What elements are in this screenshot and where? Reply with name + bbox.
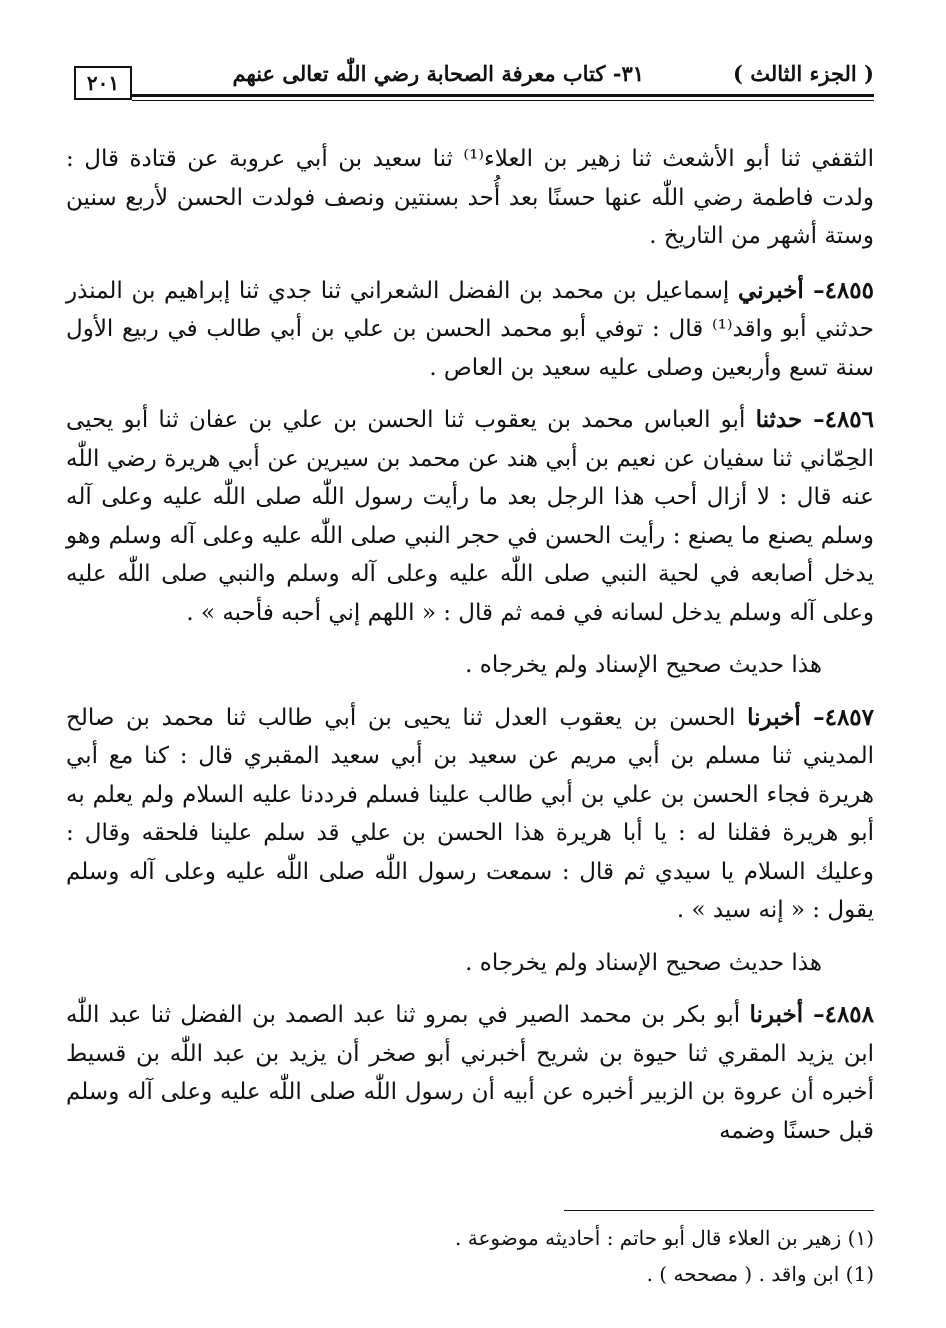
authenticity-note — [66, 944, 874, 983]
transmission-word: أخبرنا — [747, 703, 801, 731]
hadith-4855 — [66, 272, 874, 388]
main-text — [66, 140, 874, 1164]
number-dash: – — [803, 1001, 825, 1028]
hadith-number: ٤٨٥٦ — [824, 406, 875, 433]
paragraph-continuation — [66, 140, 874, 256]
chapter-title: ٣١- كتاب معرفة الصحابة رضي اللّٰه تعالى عنهم — [232, 61, 644, 86]
authenticity-note — [66, 646, 874, 685]
footnotes — [66, 1220, 874, 1292]
paragraph-text: إسماعيل بن محمد بن الفضل الشعراني ثنا جدي ثنا إبراهيم بن المنذر حدثني أبو واقد⁽¹⁾ قال : توفي أبو محمد الحسن بن علي بن أبي طالب في ربيع الأول سنة تسع وأربعين وصلى عليه سعيد بن العاص . — [66, 277, 874, 381]
transmission-word: أخبرني — [737, 276, 804, 304]
paragraph-text: أبو بكر بن محمد الصير في بمرو ثنا عبد الصمد بن الفضل ثنا عبد اللّٰه ابن يزيد المقري ثنا حيوة بن شريح أخبرني أبو صخر أن يزيد بن عبد اللّٰه بن قسيط أخبره أن عروة بن الزبير أخبره عن أبيه أن رسول اللّٰه صلى اللّٰه عليه وعلى آله وسلم قبل حسنًا وضمه — [66, 1002, 874, 1144]
hadith-number: ٤٨٥٧ — [824, 703, 875, 731]
hadith-4856 — [66, 401, 874, 632]
paragraph-text: الحسن بن يعقوب العدل ثنا يحيى بن أبي طالب ثنا محمد بن صالح المديني ثنا مسلم بن أبي مريم عن سعيد بن أبي سعيد المقبري قال : كنا مع أبي هريرة فجاء الحسن بن علي بن أبي طالب علينا فسلم فرددنا عليه السلام ولم يعلم به أبو هريرة فقلنا له : يا أبا هريرة هذا الحسن بن علي قد سلم علينا فلحقه وقال : وعليك السلام يا سيدي ثم قال : سمعت رسول اللّٰه صلى اللّٰه عليه وعلى آله وسلم يقول : « إنه سيد » . — [66, 704, 874, 923]
paragraph-text: هذا حديث صحيح الإسناد ولم يخرجاه . — [465, 652, 822, 678]
number-dash: – — [800, 703, 825, 731]
paragraph-text: الثقفي ثنا أبو الأشعث ثنا زهير بن العلاء⁽¹⁾ ثنا سعيد بن أبي عروبة عن قتادة قال : ولدت فاطمة رضي اللّٰه عنها حسنًا بعد أُحد بسنتين ونصف فولدت الحسن لأربع سنين وستة أشهر من التاريخ . — [66, 146, 875, 249]
number-dash: – — [802, 406, 825, 433]
hadith-number: ٤٨٥٨ — [824, 1001, 875, 1028]
footnote: (1) ابن واقد . ( مصححه ) . — [646, 1262, 874, 1286]
volume-label: ( الجزء الثالث ) — [732, 61, 874, 86]
transmission-word: أخبرنا — [749, 1001, 804, 1028]
paragraph-text: هذا حديث صحيح الإسناد ولم يخرجاه . — [465, 949, 822, 976]
hadith-4857 — [66, 699, 874, 930]
hadith-4858 — [66, 996, 874, 1150]
running-header — [66, 56, 874, 118]
header-rule-thick — [132, 94, 874, 97]
paragraph-text: أبو العباس محمد بن يعقوب ثنا الحسن بن علي بن عفان ثنا أبو يحيى الحِمّاني ثنا سفيان عن نعيم بن أبي هند عن محمد بن سيرين عن أبي هريرة رضي اللّٰه عنه قال : لا أزال أحب هذا الرجل بعد ما رأيت رسول اللّٰه صلى اللّٰه عليه وعلى آله وسلم يصنع ما يصنع : رأيت الحسن في حجر النبي صلى اللّٰه عليه وعلى آله وسلم وهو يدخل أصابعه في لحية النبي صلى اللّٰه عليه وعلى آله وسلم والنبي صلى اللّٰه عليه وعلى آله وسلم يدخل لسانه في فمه ثم قال : « اللهم إني أحبه فأحبه » . — [66, 407, 874, 626]
footnote-rule — [564, 1210, 874, 1211]
number-dash: – — [803, 276, 825, 304]
transmission-word: حدثنا — [755, 406, 803, 433]
header-text — [66, 56, 874, 92]
page-number: ٢٠١ — [74, 66, 132, 100]
hadith-number: ٤٨٥٥ — [824, 276, 874, 304]
footnote: (١) زهير بن العلاء قال أبو حاتم : أحاديثه موضوعة . — [455, 1226, 874, 1250]
header-rule-thin — [132, 100, 874, 101]
